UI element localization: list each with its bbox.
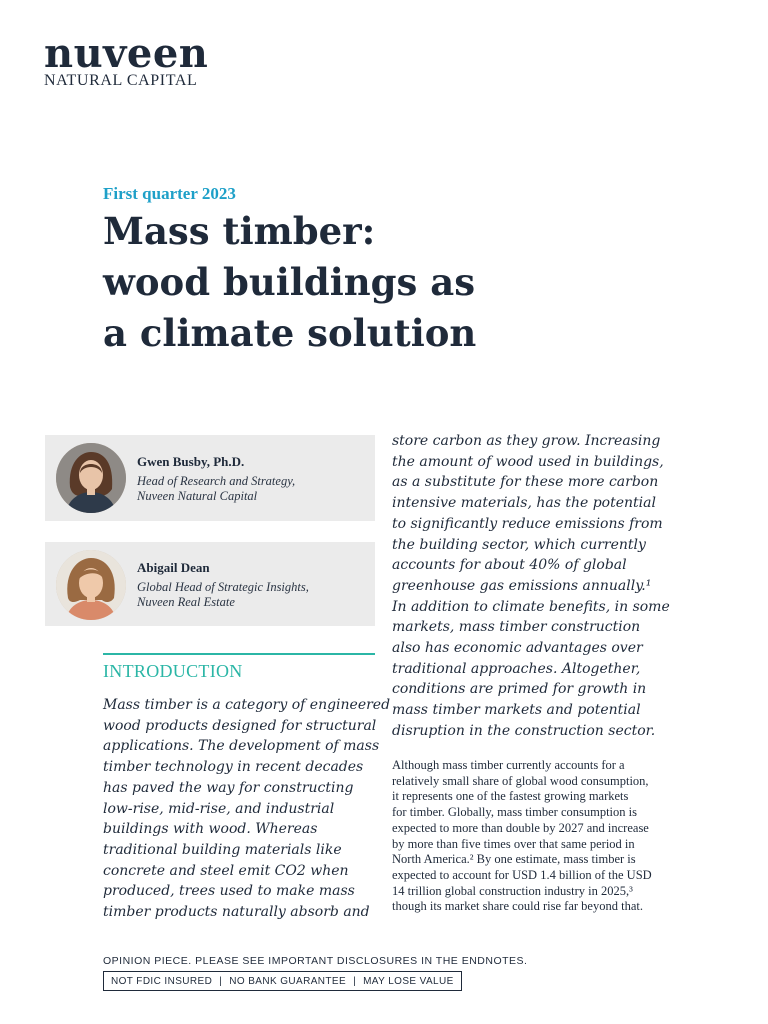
separator: |	[219, 975, 223, 987]
title-line: a climate solution	[103, 311, 477, 355]
text-line: North America.² By one estimate, mass timber is	[392, 852, 636, 867]
author-role	[137, 474, 295, 504]
text-line: timber products naturally absorb and	[103, 904, 370, 921]
disclaimer-item: MAY LOSE VALUE	[363, 975, 454, 987]
publication-date: First quarter 2023	[103, 184, 236, 203]
text-line: applications. The development of mass	[103, 738, 380, 755]
author-photo	[56, 443, 126, 513]
section-divider	[103, 653, 375, 655]
text-line: 14 trillion global construction industry in 2025,³	[392, 883, 633, 898]
text-line: though its market share could rise far beyond that.	[392, 899, 643, 914]
disclaimer-item: NO BANK GUARANTEE	[229, 975, 347, 987]
author-role-line: Head of Research and Strategy,	[137, 474, 296, 488]
title-line: wood buildings as	[103, 260, 476, 304]
text-line: the amount of wood used in buildings,	[392, 453, 664, 470]
disclosure-note: OPINION PIECE. PLEASE SEE IMPORTANT DISCLOSURES IN THE ENDNOTES.	[103, 955, 528, 967]
text-line: mass timber markets and potential	[392, 702, 641, 719]
text-line: conditions are primed for growth in	[392, 681, 647, 698]
text-line: the building sector, which currently	[392, 536, 646, 553]
text-line: In addition to climate benefits, in some	[392, 598, 670, 615]
text-line: traditional approaches. Altogether,	[392, 660, 641, 677]
text-line: buildings with wood. Whereas	[103, 821, 318, 838]
author-card	[45, 542, 375, 626]
text-line: has paved the way for constructing	[103, 779, 354, 796]
text-line: for timber. Globally, mass timber consumption is	[392, 805, 637, 820]
text-line: also has economic advantages over	[392, 640, 643, 657]
text-line: store carbon as they grow. Increasing	[392, 433, 661, 449]
logo-subtitle: NATURAL CAPITAL	[44, 72, 198, 89]
author-name: Gwen Busby, Ph.D.	[137, 454, 245, 469]
body-paragraph	[392, 758, 652, 915]
text-line: to significantly reduce emissions from	[392, 515, 663, 532]
author-role-line: Nuveen Real Estate	[137, 595, 235, 609]
text-line: timber technology in recent decades	[103, 759, 364, 776]
author-role-line: Global Head of Strategic Insights,	[137, 580, 309, 594]
text-line: expected to account for USD 1.4 billion of the USD	[392, 867, 652, 882]
author-role	[137, 580, 309, 610]
author-role-line: Nuveen Natural Capital	[137, 489, 258, 503]
text-line: accounts for about 40% of global	[392, 557, 627, 574]
logo-wordmark: nuveen	[44, 30, 209, 77]
text-line: traditional building materials like	[103, 841, 342, 858]
author-card	[45, 435, 375, 521]
author-name: Abigail Dean	[137, 560, 210, 575]
text-line: Although mass timber currently accounts for a	[392, 758, 625, 772]
text-line: wood products designed for structural	[103, 717, 377, 734]
text-line: relatively small share of global wood consumption,	[392, 773, 649, 788]
text-line: it represents one of the fastest growing markets	[392, 789, 629, 804]
text-line: concrete and steel emit CO2 when	[103, 862, 349, 879]
text-line: disruption in the construction sector.	[392, 722, 656, 739]
text-line: as a substitute for these more carbon	[392, 474, 659, 491]
text-line: greenhouse gas emissions annually.¹	[392, 577, 652, 594]
text-line: low-rise, mid-rise, and industrial	[103, 800, 335, 817]
title-line: Mass timber:	[103, 209, 376, 253]
text-line: produced, trees used to make mass	[103, 883, 355, 900]
intro-continuation-paragraph	[392, 431, 670, 742]
nuveen-logo	[44, 30, 209, 90]
text-line: by more than five times over that same period in	[392, 836, 635, 851]
author-photo	[56, 550, 126, 620]
disclaimer-box	[103, 971, 462, 991]
page-title	[103, 206, 583, 359]
text-line: intensive materials, has the potential	[392, 495, 656, 512]
text-line: markets, mass timber construction	[392, 619, 641, 636]
intro-paragraph	[103, 695, 390, 923]
text-line: expected to more than double by 2027 and increase	[392, 820, 649, 835]
section-heading: INTRODUCTION	[103, 661, 243, 681]
text-line: Mass timber is a category of engineered	[103, 697, 391, 713]
separator: |	[353, 975, 357, 987]
disclaimer-item: NOT FDIC INSURED	[111, 975, 213, 987]
